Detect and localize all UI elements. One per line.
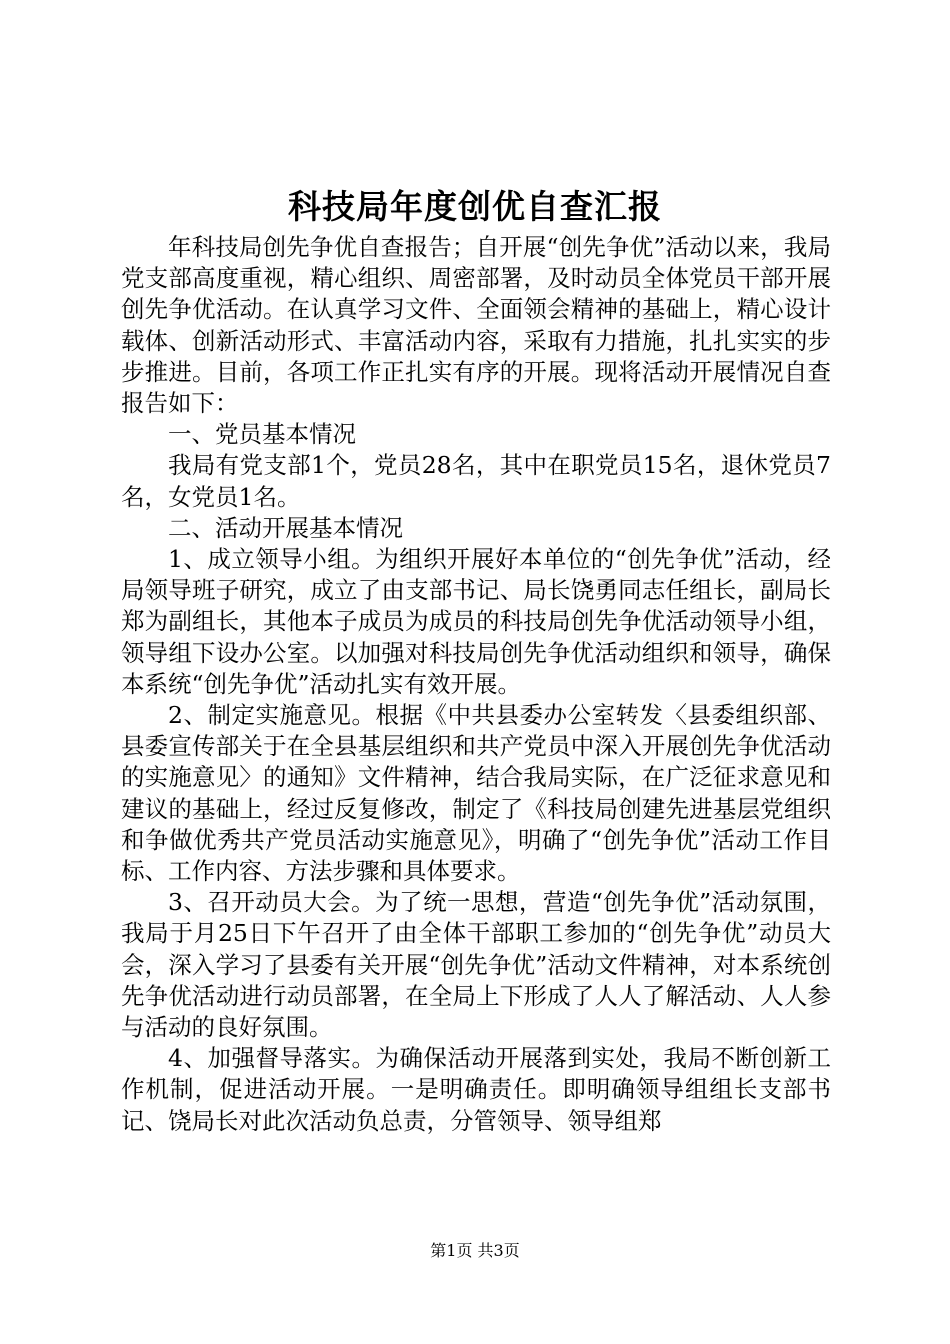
paragraph-item-4: 4、加强督导落实。为确保活动开展落到实处，我局不断创新工作机制，促进活动开展。一是明确责任。即明确领导组组长支部书记、饶局长对此次活动负总责，分管领导、领导组郑 bbox=[121, 1044, 831, 1135]
heading-party-members: 一、党员基本情况 bbox=[168, 420, 356, 449]
paragraph-party-members: 我局有党支部1个，党员28名，其中在职党员15名，退休党员7名，女党员1名。 bbox=[121, 451, 831, 511]
page-number-footer: 第1页 共3页 bbox=[430, 1241, 520, 1260]
heading-activities: 二、活动开展基本情况 bbox=[168, 513, 403, 542]
document-title: 科技局年度创优自查汇报 bbox=[288, 187, 662, 226]
paragraph-item-1: 1、成立领导小组。为组织开展好本单位的“创先争优”活动，经局领导班子研究，成立了由支部书记、局长饶勇同志任组长，副局长郑为副组长，其他本子成员为成员的科技局创先争优活动领导小组，领导组下设办公室。以加强对科技局创先争优活动组织和领导，确保本系统“创先争优”活动扎实有效开展。 bbox=[121, 545, 831, 698]
paragraph-intro: 年科技局创先争优自查报告；自开展“创先争优”活动以来，我局党支部高度重视，精心组织、周密部署，及时动员全体党员干部开展创先争优活动。在认真学习文件、全面领会精神的基础上，精心设计载体、创新活动形式、丰富活动内容，采取有力措施，扎扎实实的步步推进。目前，各项工作正扎实有序的开展。现将活动开展情况自查报告如下： bbox=[121, 233, 831, 418]
paragraph-item-3: 3、召开动员大会。为了统一思想，营造“创先争优”活动氛围，我局于月25日下午召开了由全体干部职工参加的“创先争优”动员大会，深入学习了县委有关开展“创先争优”活动文件精神，对本系统创先争优活动进行动员部署，在全局上下形成了人人了解活动、人人参与活动的良好氛围。 bbox=[121, 888, 831, 1042]
document-body bbox=[121, 232, 831, 1137]
paragraph-item-2: 2、制定实施意见。根据《中共县委办公室转发〈县委组织部、县委宣传部关于在全县基层组织和共产党员中深入开展创先争优活动的实施意见〉的通知》文件精神，结合我局实际，在广泛征求意见和建议的基础上，经过反复修改，制定了《科技局创建先进基层党组织和争做优秀共产党员活动实施意见》，明确了“创先争优”活动工作目标、工作内容、方法步骤和具体要求。 bbox=[121, 701, 831, 886]
